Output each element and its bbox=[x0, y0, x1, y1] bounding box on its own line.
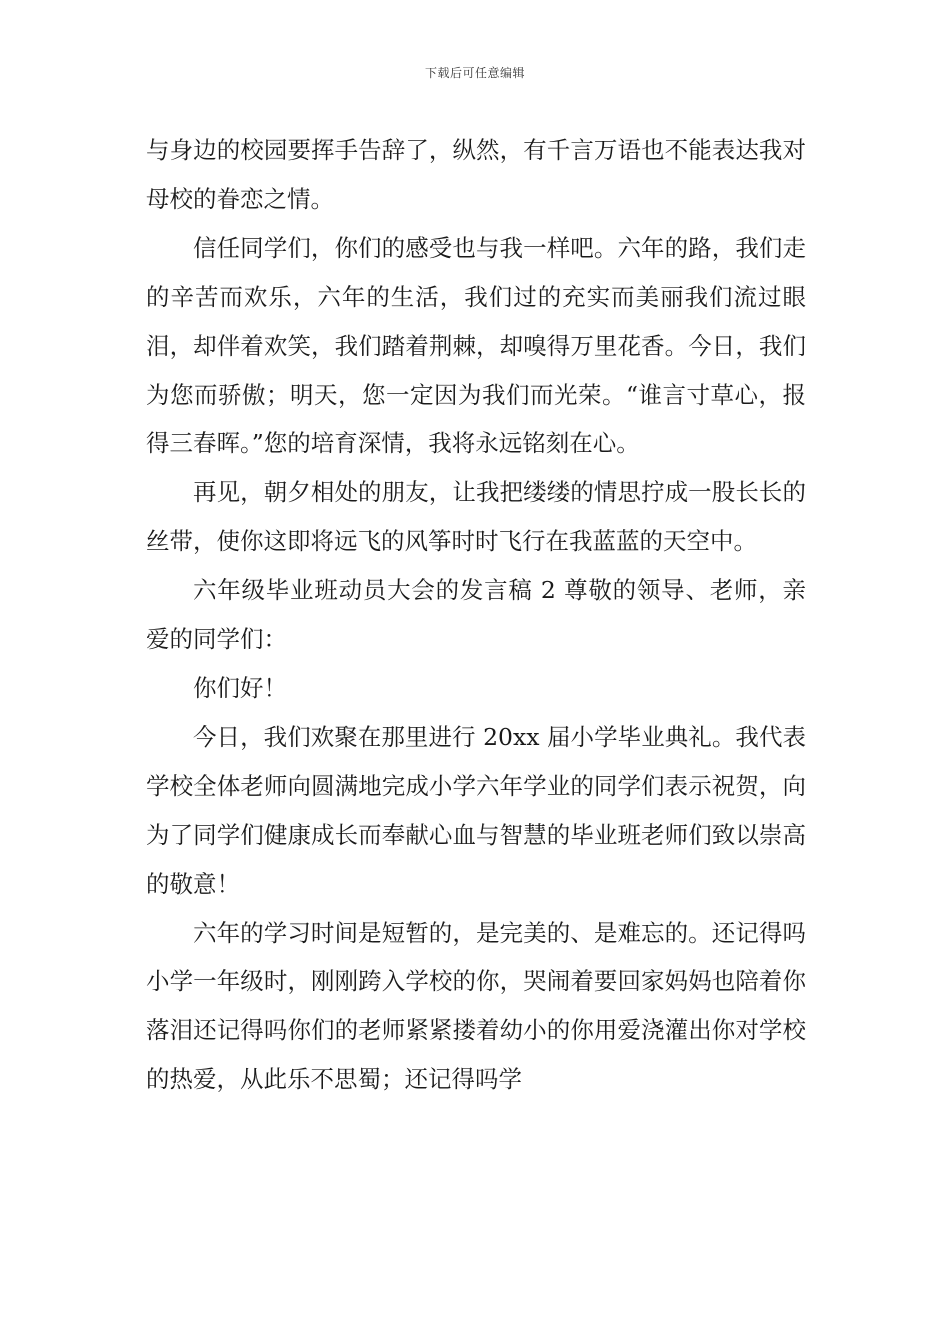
paragraph-continued: 与身边的校园要挥手告辞了，纵然，有千言万语也不能表达我对母校的眷恋之情。 bbox=[146, 136, 806, 213]
document-body bbox=[146, 126, 806, 1104]
page-header-note: 下载后可任意编辑 bbox=[424, 66, 525, 80]
paragraph: 六年的学习时间是短暂的，是完美的、是难忘的。还记得吗小学一年级时，刚刚跨入学校的你，哭闹着要回家妈妈也陪着你落泪还记得吗你们的老师紧紧搂着幼小的你用爱浇灌出你对学校的热爱，从此乐不思蜀；还记得吗学 bbox=[146, 918, 806, 1094]
paragraph: 今日，我们欢聚在那里进行 20xx 届小学毕业典礼。我代表学校全体老师向圆满地完成小学六年学业的同学们表示祝贺，向为了同学们健康成长而奉献心血与智慧的毕业班老师们致以崇高的敬意！ bbox=[146, 722, 806, 898]
paragraph: 再见，朝夕相处的朋友，让我把缕缕的情思拧成一股长长的丝带，使你这即将远飞的风筝时时飞行在我蓝蓝的天空中。 bbox=[146, 478, 806, 556]
paragraph: 信任同学们，你们的感受也与我一样吧。六年的路，我们走的辛苦而欢乐，六年的生活，我们过的充实而美丽我们流过眼泪，却伴着欢笑，我们踏着荆棘，却嗅得万里花香。今日，我们为您而骄傲；明天，您一定因为我们而光荣。“谁言寸草心，报得三春晖。”您的培育深情，我将永远铭刻在心。 bbox=[146, 233, 806, 458]
paragraph-speech-title: 六年级毕业班动员大会的发言稿 2 尊敬的领导、老师，亲爱的同学们： bbox=[146, 576, 806, 654]
paragraph-greeting: 你们好！ bbox=[193, 673, 287, 702]
